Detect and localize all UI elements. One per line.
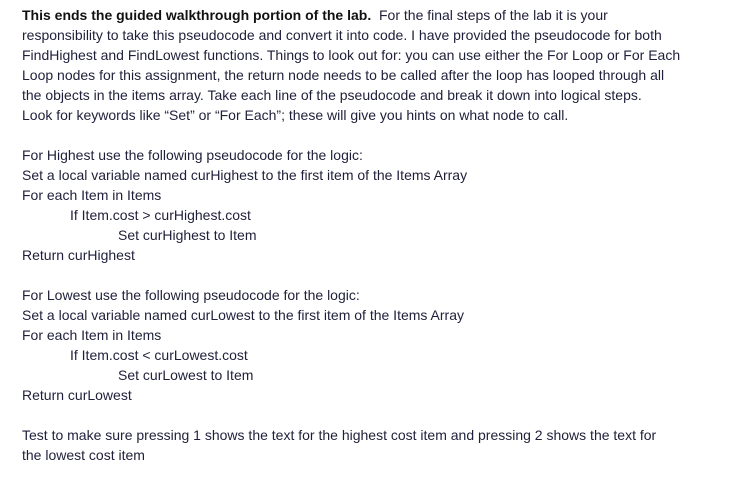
- highest-return-line: Return curHighest: [22, 247, 135, 263]
- intro-line-2: responsibility to take this pseudocode and convert it into code. I have provided the pseudocode for both: [22, 27, 662, 43]
- test-line-2: the lowest cost item: [22, 447, 145, 463]
- intro-line-3: FindHighest and FindLowest functions. Things to look out for: you can use either the For Loop or For Each: [22, 47, 681, 63]
- intro-line-1-rest: For the final steps of the lab it is your: [371, 7, 608, 23]
- intro-line-4: Loop nodes for this assignment, the return node needs to be called after the loop has looped through all: [22, 67, 665, 83]
- lowest-for-line: For each Item in Items: [22, 327, 162, 343]
- lowest-assign-line: Set curLowest to Item: [118, 367, 254, 383]
- lowest-heading: For Lowest use the following pseudocode for the logic:: [22, 287, 360, 303]
- spacer: [22, 405, 737, 425]
- intro-line-5: the objects in the items array. Take each line of the pseudocode and break it down into logical steps.: [22, 87, 642, 103]
- spacer: [22, 125, 737, 145]
- highest-for-line: For each Item in Items: [22, 187, 162, 203]
- highest-heading: For Highest use the following pseudocode for the logic:: [22, 147, 363, 163]
- highest-assign-line: Set curHighest to Item: [118, 227, 257, 243]
- lowest-set-line: Set a local variable named curLowest to the first item of the Items Array: [22, 307, 464, 323]
- lab-instructions-document: [22, 5, 737, 465]
- highest-if-line: If Item.cost > curHighest.cost: [70, 207, 251, 223]
- intro-bold-lead: This ends the guided walkthrough portion of the lab.: [22, 7, 372, 23]
- intro-line-1: [22, 5, 737, 25]
- highest-set-line: Set a local variable named curHighest to the first item of the Items Array: [22, 167, 468, 183]
- intro-line-6: Look for keywords like “Set” or “For Each”; these will give you hints on what node to call.: [22, 107, 569, 123]
- lowest-return-line: Return curLowest: [22, 387, 132, 403]
- test-line-1: Test to make sure pressing 1 shows the text for the highest cost item and pressing 2 shows the text for: [22, 427, 657, 443]
- lowest-if-line: If Item.cost < curLowest.cost: [70, 347, 248, 363]
- spacer: [22, 265, 737, 285]
